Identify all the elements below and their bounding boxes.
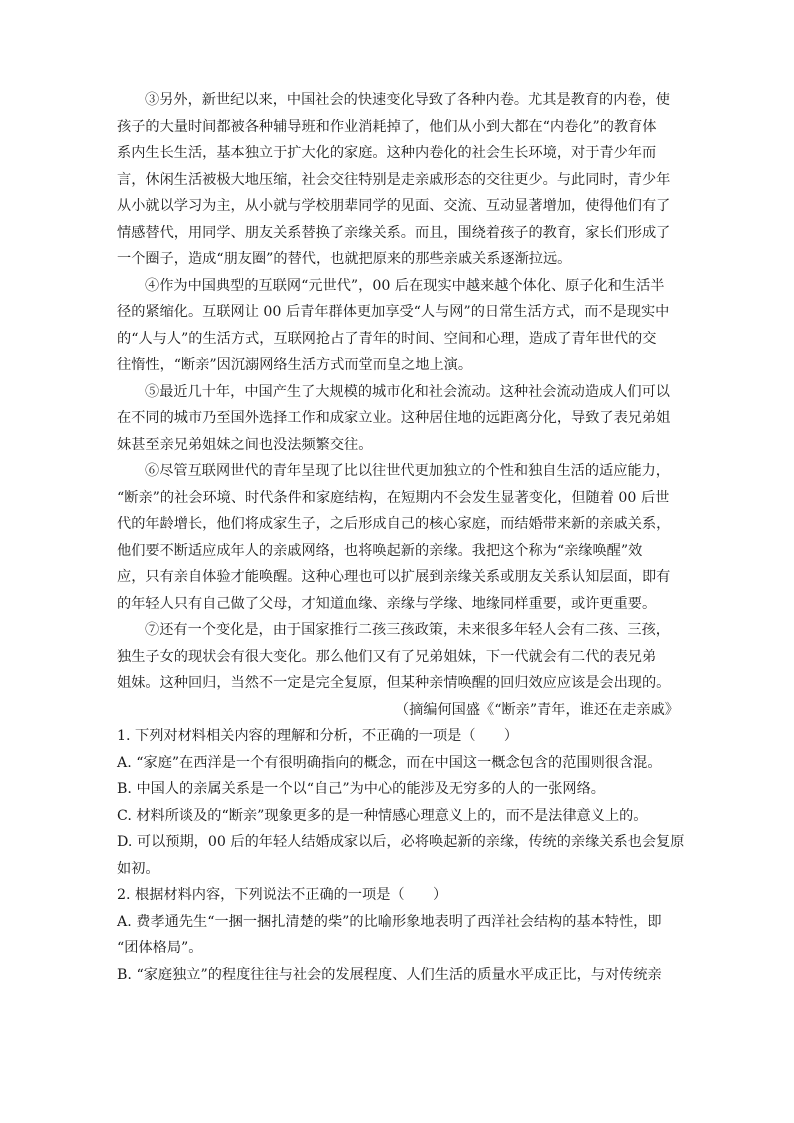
option-b: B. 中国人的亲属关系是一个以“自己”为中心的能涉及无穷多的人的一张网络。 <box>117 781 605 797</box>
text-line: 孩子的大量时间都被各种辅导班和作业消耗掉了，他们从小到大都在“内卷化”的教育体 <box>117 119 657 135</box>
question-2: 2. 根据材料内容，下列说法不正确的一项是（ ） <box>117 887 448 903</box>
text-line: ⑤最近几十年，中国产生了大规模的城市化和社会流动。这种社会流动造成人们可以 <box>145 384 670 400</box>
option-a: A. 费孝通先生“一捆一捆扎清楚的柴”的比喻形象地表明了西洋社会结构的基本特性，即 <box>117 914 662 930</box>
text-line: 系内生长生活，基本独立于扩大化的家庭。这种内卷化的社会生长环境，对于青少年而 <box>117 145 657 161</box>
source-citation: （摘编何国盛《“断亲”青年，谁还在走亲戚》 <box>394 702 679 718</box>
text-line: 妹甚至亲兄弟姐妹之间也没法频繁交往。 <box>117 437 373 453</box>
text-line: ④作为中国典型的互联网“元世代”，00 后在现实中越来越个体化、原子化和生活半 <box>145 278 665 294</box>
text-line: ③另外，新世纪以来，中国社会的快速变化导致了各种内卷。尤其是教育的内卷，使 <box>145 92 670 108</box>
text-line: 的年轻人只有自己做了父母，才知道血缘、亲缘与学缘、地缘同样重要，或许更重要。 <box>117 596 657 612</box>
text-line: 代的年龄增长，他们将成家生子，之后形成自己的核心家庭，而结婚带来新的亲戚关系， <box>117 516 671 532</box>
option-a-continued: “团体格局”。 <box>117 940 203 956</box>
text-line: 从小就以学习为主，从小就与学校朋辈同学的见面、交流、互动显著增加，使得他们有了 <box>117 198 671 214</box>
text-line: 姐妹。这种回归，当然不一定是完全复原，但某种亲情唤醒的回归效应应该是会出现的。 <box>117 675 671 691</box>
text-line: 他们要不断适应成年人的亲戚网络，也将唤起新的亲缘。我把这个称为“亲缘唤醒”效 <box>117 543 643 559</box>
text-line: 情感替代，用同学、朋友关系替换了亲缘关系。而且，围绕着孩子的教育，家长们形成了 <box>117 225 671 241</box>
text-line: 一个圈子，造成“朋友圈”的替代，也就把原来的那些亲戚关系逐渐拉远。 <box>117 251 572 267</box>
text-line: ⑥尽管互联网世代的青年呈现了比以往世代更加独立的个性和独自生活的适应能力， <box>145 463 670 479</box>
text-line: 独生子女的现状会有很大变化。那么他们又有了兄弟姐妹，下一代就会有二代的表兄弟 <box>117 649 657 665</box>
option-a: A. “家庭”在西洋是一个有很明确指向的概念，而在中国这一概念包含的范围则很含混。 <box>117 755 662 771</box>
text-line: 的“人与人”的生活方式，互联网抢占了青年的时间、空间和心理，造成了青年世代的交 <box>117 331 657 347</box>
option-c: C. 材料所谈及的“断亲”现象更多的是一种情感心理意义上的，而不是法律意义上的。 <box>117 808 648 824</box>
text-line: 言，休闲生活被极大地压缩，社会交往特别是走亲戚形态的交往更少。与此同时，青少年 <box>117 172 671 188</box>
option-b: B. “家庭独立”的程度往往与社会的发展程度、人们生活的质量水平成正比，与对传统亲 <box>117 967 662 983</box>
text-line: ⑦还有一个变化是，由于国家推行二孩三孩政策，未来很多年轻人会有二孩、三孩， <box>145 622 670 638</box>
option-d-continued: 如初。 <box>117 861 160 877</box>
option-d: D. 可以预期，00 后的年轻人结婚成家以后，必将唤起新的亲缘，传统的亲缘关系也会复原 <box>117 834 685 850</box>
text-line: 往惰性，“断亲”因沉溺网络生活方式而堂而皇之地上演。 <box>117 357 473 373</box>
text-line: “断亲”的社会环境、时代条件和家庭结构，在短期内不会发生显著变化，但随着 00 后世 <box>117 490 670 506</box>
question-1: 1. 下列对材料相关内容的理解和分析，不正确的一项是（ ） <box>117 728 519 744</box>
text-line: 在不同的城市乃至国外选择工作和成家立业。这种居住地的远距离分化，导致了表兄弟姐 <box>117 410 671 426</box>
text-line: 应，只有亲自体验才能唤醒。这种心理也可以扩展到亲缘关系或朋友关系认知层面，即有 <box>117 569 671 585</box>
text-line: 径的紧缩化。互联网让 00 后青年群体更加享受“人与网”的日常生活方式，而不是现实中 <box>117 304 670 320</box>
